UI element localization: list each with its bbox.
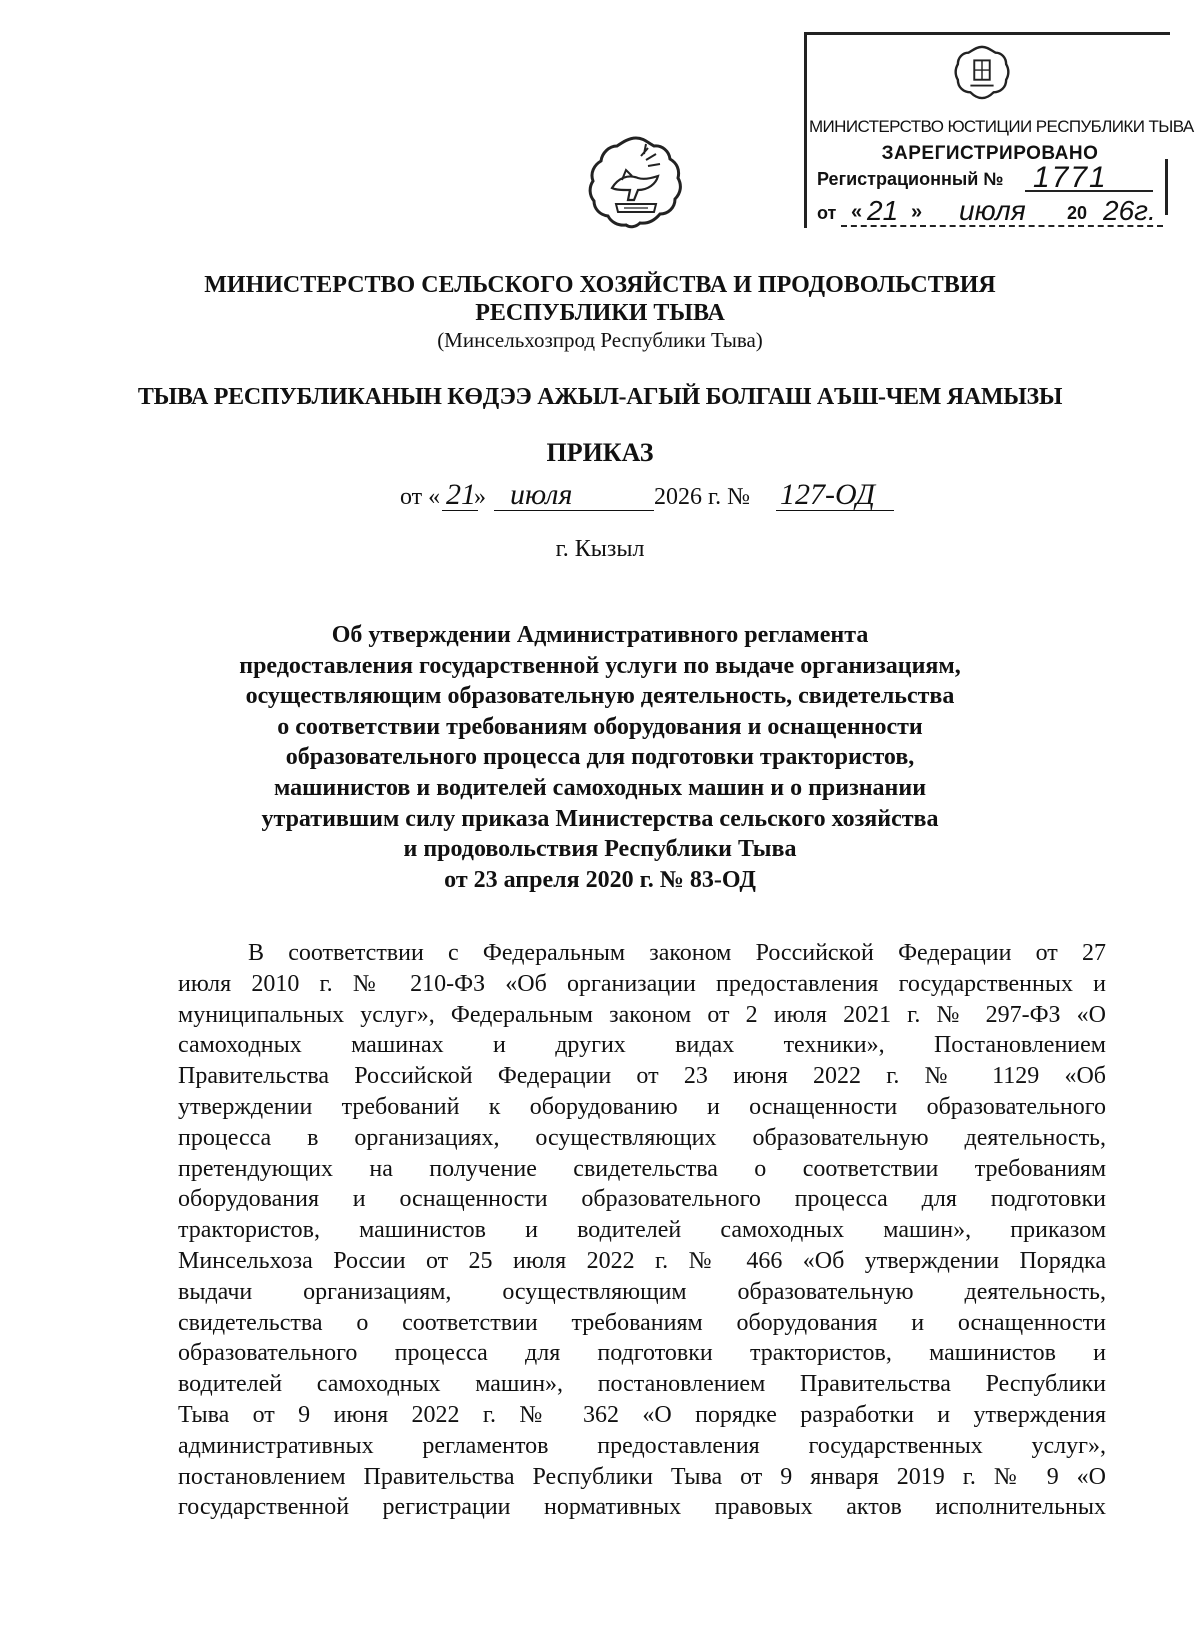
document-type: ПРИКАЗ [546,438,654,467]
order-number: 127-ОД [780,478,875,511]
order-date-day: 21 [446,478,476,511]
ministry-name-tuvan: ТЫВА РЕСПУБЛИКАНЫН КӨДЭЭ АЖЫЛ-АГЫЙ БОЛГАШ АЪШ-ЧЕМ ЯАМЫЗЫ [137,384,1063,410]
body-line: муниципальных услуг», Федеральным законом от 2 июля 2021 г. № 297-ФЗ «О [178,1001,1106,1028]
stamp-date-open-quote: « [851,201,863,223]
tuva-emblem-icon [586,132,686,232]
body-line: образовательного процесса для подготовки трактористов, машинистов и [178,1340,1106,1367]
stamp-date-year-suffix: 26г. [1103,195,1156,226]
title-line: от 23 апреля 2020 г. № 83-ОД [444,866,756,893]
body-line: самоходных машинах и других видах техники», Постановлением [178,1032,1106,1059]
stamp-border-right [1165,159,1168,215]
order-date-line [0,478,1200,518]
body-line: оборудования и оснащенности образовательного процесса для подготовки [178,1186,1106,1213]
order-date-close-quote: » [474,484,486,510]
order-date-month: июля [510,478,573,511]
stamp-registered-label: ЗАРЕГИСТРИРОВАНО [881,143,1099,164]
body-line: претендующих на получение свидетельства о соответствии требованиям [178,1155,1106,1182]
order-number-underline [776,510,894,511]
title-line: осуществляющим образовательную деятельность, свидетельства [245,683,955,710]
title-line: и продовольствия Республики Тыва [403,836,797,863]
registration-stamp [804,32,1194,228]
stamp-date-day: 21 [867,195,899,226]
stamp-date-month: июля [959,195,1026,226]
title-line: утратившим силу приказа Министерства сельского хозяйства [261,805,939,832]
title-line: машинистов и водителей самоходных машин и о признании [273,774,927,801]
body-line: административных регламентов предоставления государственных услуг», [178,1432,1106,1459]
stamp-ministry-name: МИНИСТЕРСТВО ЮСТИЦИИ РЕСПУБЛИКИ ТЫВА [809,117,1194,136]
order-date-year: 2026 г. № [654,484,751,510]
body-line: утверждении требований к оборудованию и оснащенности образовательного [178,1093,1106,1120]
stamp-date-year-prefix: 20 [1067,203,1088,223]
stamp-date-prefix: от [817,203,837,223]
city-name: г. Кызыл [555,536,645,562]
order-title [130,620,1070,895]
body-line: Минсельхоза России от 25 июля 2022 г. № 466 «Об утверждении Порядка [178,1247,1106,1274]
title-line: образовательного процесса для подготовки трактористов, [285,744,915,771]
stamp-date-close-quote: » [911,201,923,223]
stamp-registration-label: Регистрационный № [817,169,1004,189]
body-line: процесса в организациях, осуществляющих образовательную деятельность, [178,1124,1106,1151]
title-line: предоставления государственной услуги по выдаче организациям, [239,652,961,679]
title-line: Об утверждении Административного регламента [331,622,869,648]
order-date-prefix: от « [400,484,441,510]
body-line: водителей самоходных машин», постановлением Правительства Республики [178,1371,1106,1398]
body-line: трактористов, машинистов и водителей самоходных машин», приказом [178,1217,1106,1244]
order-body-paragraph [178,938,1106,1523]
ministry-name-line-2: РЕСПУБЛИКИ ТЫВА [475,300,725,326]
title-line: о соответствии требованиям оборудования и оснащенности [277,713,923,740]
body-line: Правительства Российской Федерации от 23 июня 2022 г. № 1129 «Об [178,1063,1106,1090]
ministry-name-line-1: МИНИСТЕРСТВО СЕЛЬСКОГО ХОЗЯЙСТВА И ПРОДОВОЛЬСТВИЯ [204,272,996,298]
order-month-underline [494,510,654,511]
body-line: свидетельства о соответствии требованиям оборудования и оснащенности [178,1309,1106,1336]
body-line: выдачи организациям, осуществляющим образовательную деятельность, [178,1278,1106,1305]
coat-of-arms-icon [953,43,1011,101]
body-line: июля 2010 г. № 210-ФЗ «Об организации предоставления государственных и [178,970,1106,997]
ministry-short-name: (Минсельхозпрод Республики Тыва) [437,328,763,352]
body-line: Тыва от 9 июня 2022 г. № 362 «О порядке разработки и утверждения [178,1401,1106,1428]
stamp-date-underline [841,225,1163,227]
body-line: государственной регистрации нормативных правовых актов исполнительных [178,1494,1106,1521]
body-line: В соответствии с Федеральным законом Российской Федерации от 27 [248,940,1106,966]
order-day-underline [442,510,478,511]
stamp-registration-number: 1771 [1033,161,1108,194]
body-line: постановлением Правительства Республики Тыва от 9 января 2019 г. № 9 «О [178,1463,1106,1490]
